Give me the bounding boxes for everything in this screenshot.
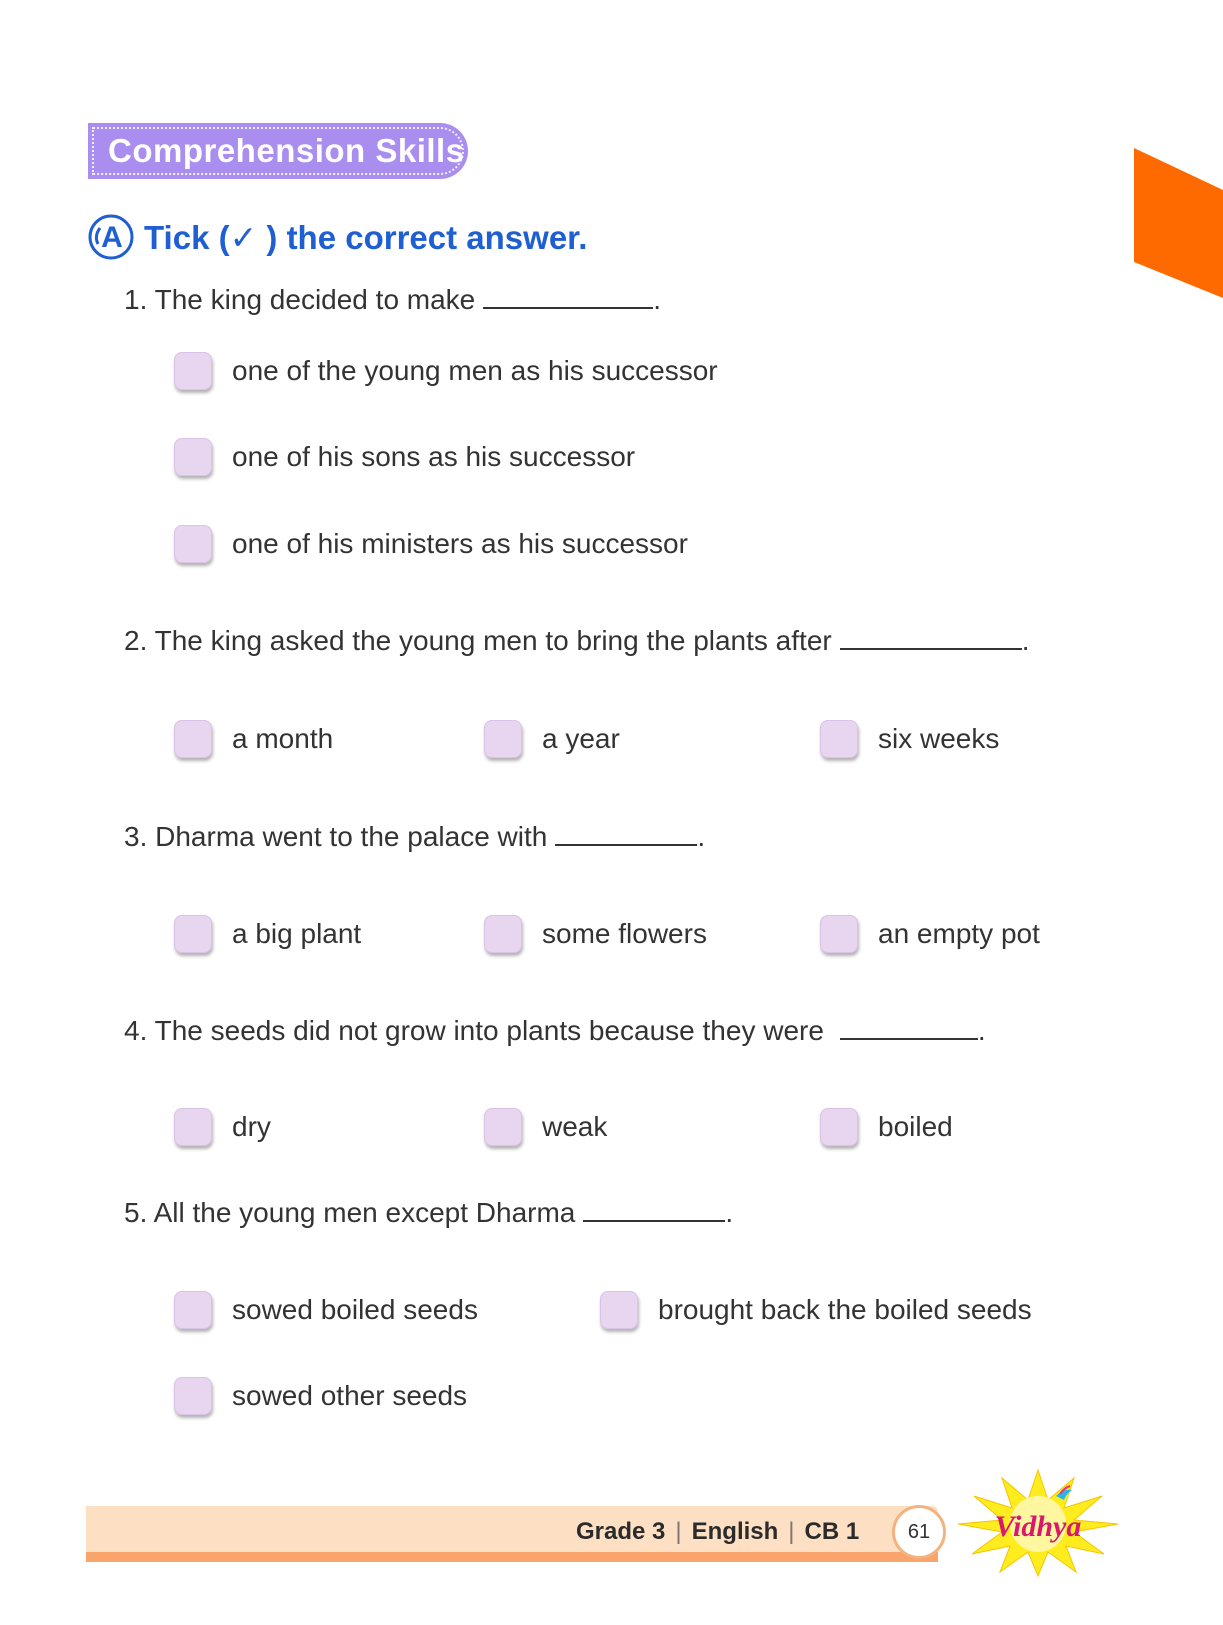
- option-5a[interactable]: sowed boiled seeds: [174, 1291, 478, 1329]
- instruction: [88, 214, 587, 260]
- option-3c[interactable]: an empty pot: [820, 915, 1040, 953]
- letter-a-badge-icon: [88, 214, 134, 260]
- side-tab-decoration: [1134, 148, 1223, 298]
- checkbox[interactable]: [174, 1108, 212, 1146]
- option-4b[interactable]: weak: [484, 1108, 607, 1146]
- footer-grade: Grade 3: [576, 1518, 666, 1545]
- option-3a[interactable]: a big plant: [174, 915, 361, 953]
- footer-book: CB 1: [804, 1518, 860, 1545]
- option-2b[interactable]: a year: [484, 720, 620, 758]
- option-3b[interactable]: some flowers: [484, 915, 707, 953]
- footer-stripe: [86, 1552, 938, 1562]
- footer-subject: English: [691, 1518, 779, 1545]
- section-title: Comprehension Skills: [88, 123, 468, 179]
- option-1a[interactable]: one of the young men as his successor: [174, 352, 718, 390]
- checkbox[interactable]: [820, 720, 858, 758]
- svg-text:Vidhya: Vidhya: [994, 1510, 1082, 1543]
- answer-blank: [840, 1012, 978, 1040]
- checkbox[interactable]: [174, 720, 212, 758]
- answer-blank: [840, 622, 1022, 650]
- checkbox[interactable]: [174, 1377, 212, 1415]
- question-4: 4. The seeds did not grow into plants because they were .: [124, 1012, 986, 1047]
- question-2: 2. The king asked the young men to bring the plants after .: [124, 622, 1030, 657]
- checkbox[interactable]: [484, 720, 522, 758]
- vidhya-logo: [952, 1466, 1124, 1578]
- checkbox[interactable]: [174, 352, 212, 390]
- instruction-text: Tick (✓ ) the correct answer.: [144, 218, 588, 256]
- checkbox[interactable]: [484, 915, 522, 953]
- svg-text:A: A: [101, 221, 123, 254]
- option-1b[interactable]: one of his sons as his successor: [174, 438, 635, 476]
- checkbox[interactable]: [600, 1291, 638, 1329]
- answer-blank: [583, 1194, 725, 1222]
- checkbox[interactable]: [174, 915, 212, 953]
- question-3: 3. Dharma went to the palace with .: [124, 818, 705, 853]
- option-2a[interactable]: a month: [174, 720, 333, 758]
- page-number: 61: [892, 1505, 946, 1559]
- checkbox[interactable]: [174, 1291, 212, 1329]
- option-4c[interactable]: boiled: [820, 1108, 953, 1146]
- checkbox[interactable]: [820, 1108, 858, 1146]
- checkbox[interactable]: [174, 438, 212, 476]
- option-4a[interactable]: dry: [174, 1108, 271, 1146]
- option-2c[interactable]: six weeks: [820, 720, 999, 758]
- checkbox[interactable]: [174, 525, 212, 563]
- checkbox[interactable]: [484, 1108, 522, 1146]
- option-1c[interactable]: one of his ministers as his successor: [174, 525, 688, 563]
- question-1: 1. The king decided to make .: [124, 281, 661, 316]
- footer-info: Grade 3 | English | CB 1: [576, 1518, 860, 1545]
- question-5: 5. All the young men except Dharma .: [124, 1194, 733, 1229]
- option-5c[interactable]: sowed other seeds: [174, 1377, 467, 1415]
- checkbox[interactable]: [820, 915, 858, 953]
- option-5b[interactable]: brought back the boiled seeds: [600, 1291, 1032, 1329]
- answer-blank: [483, 281, 653, 309]
- answer-blank: [555, 818, 697, 846]
